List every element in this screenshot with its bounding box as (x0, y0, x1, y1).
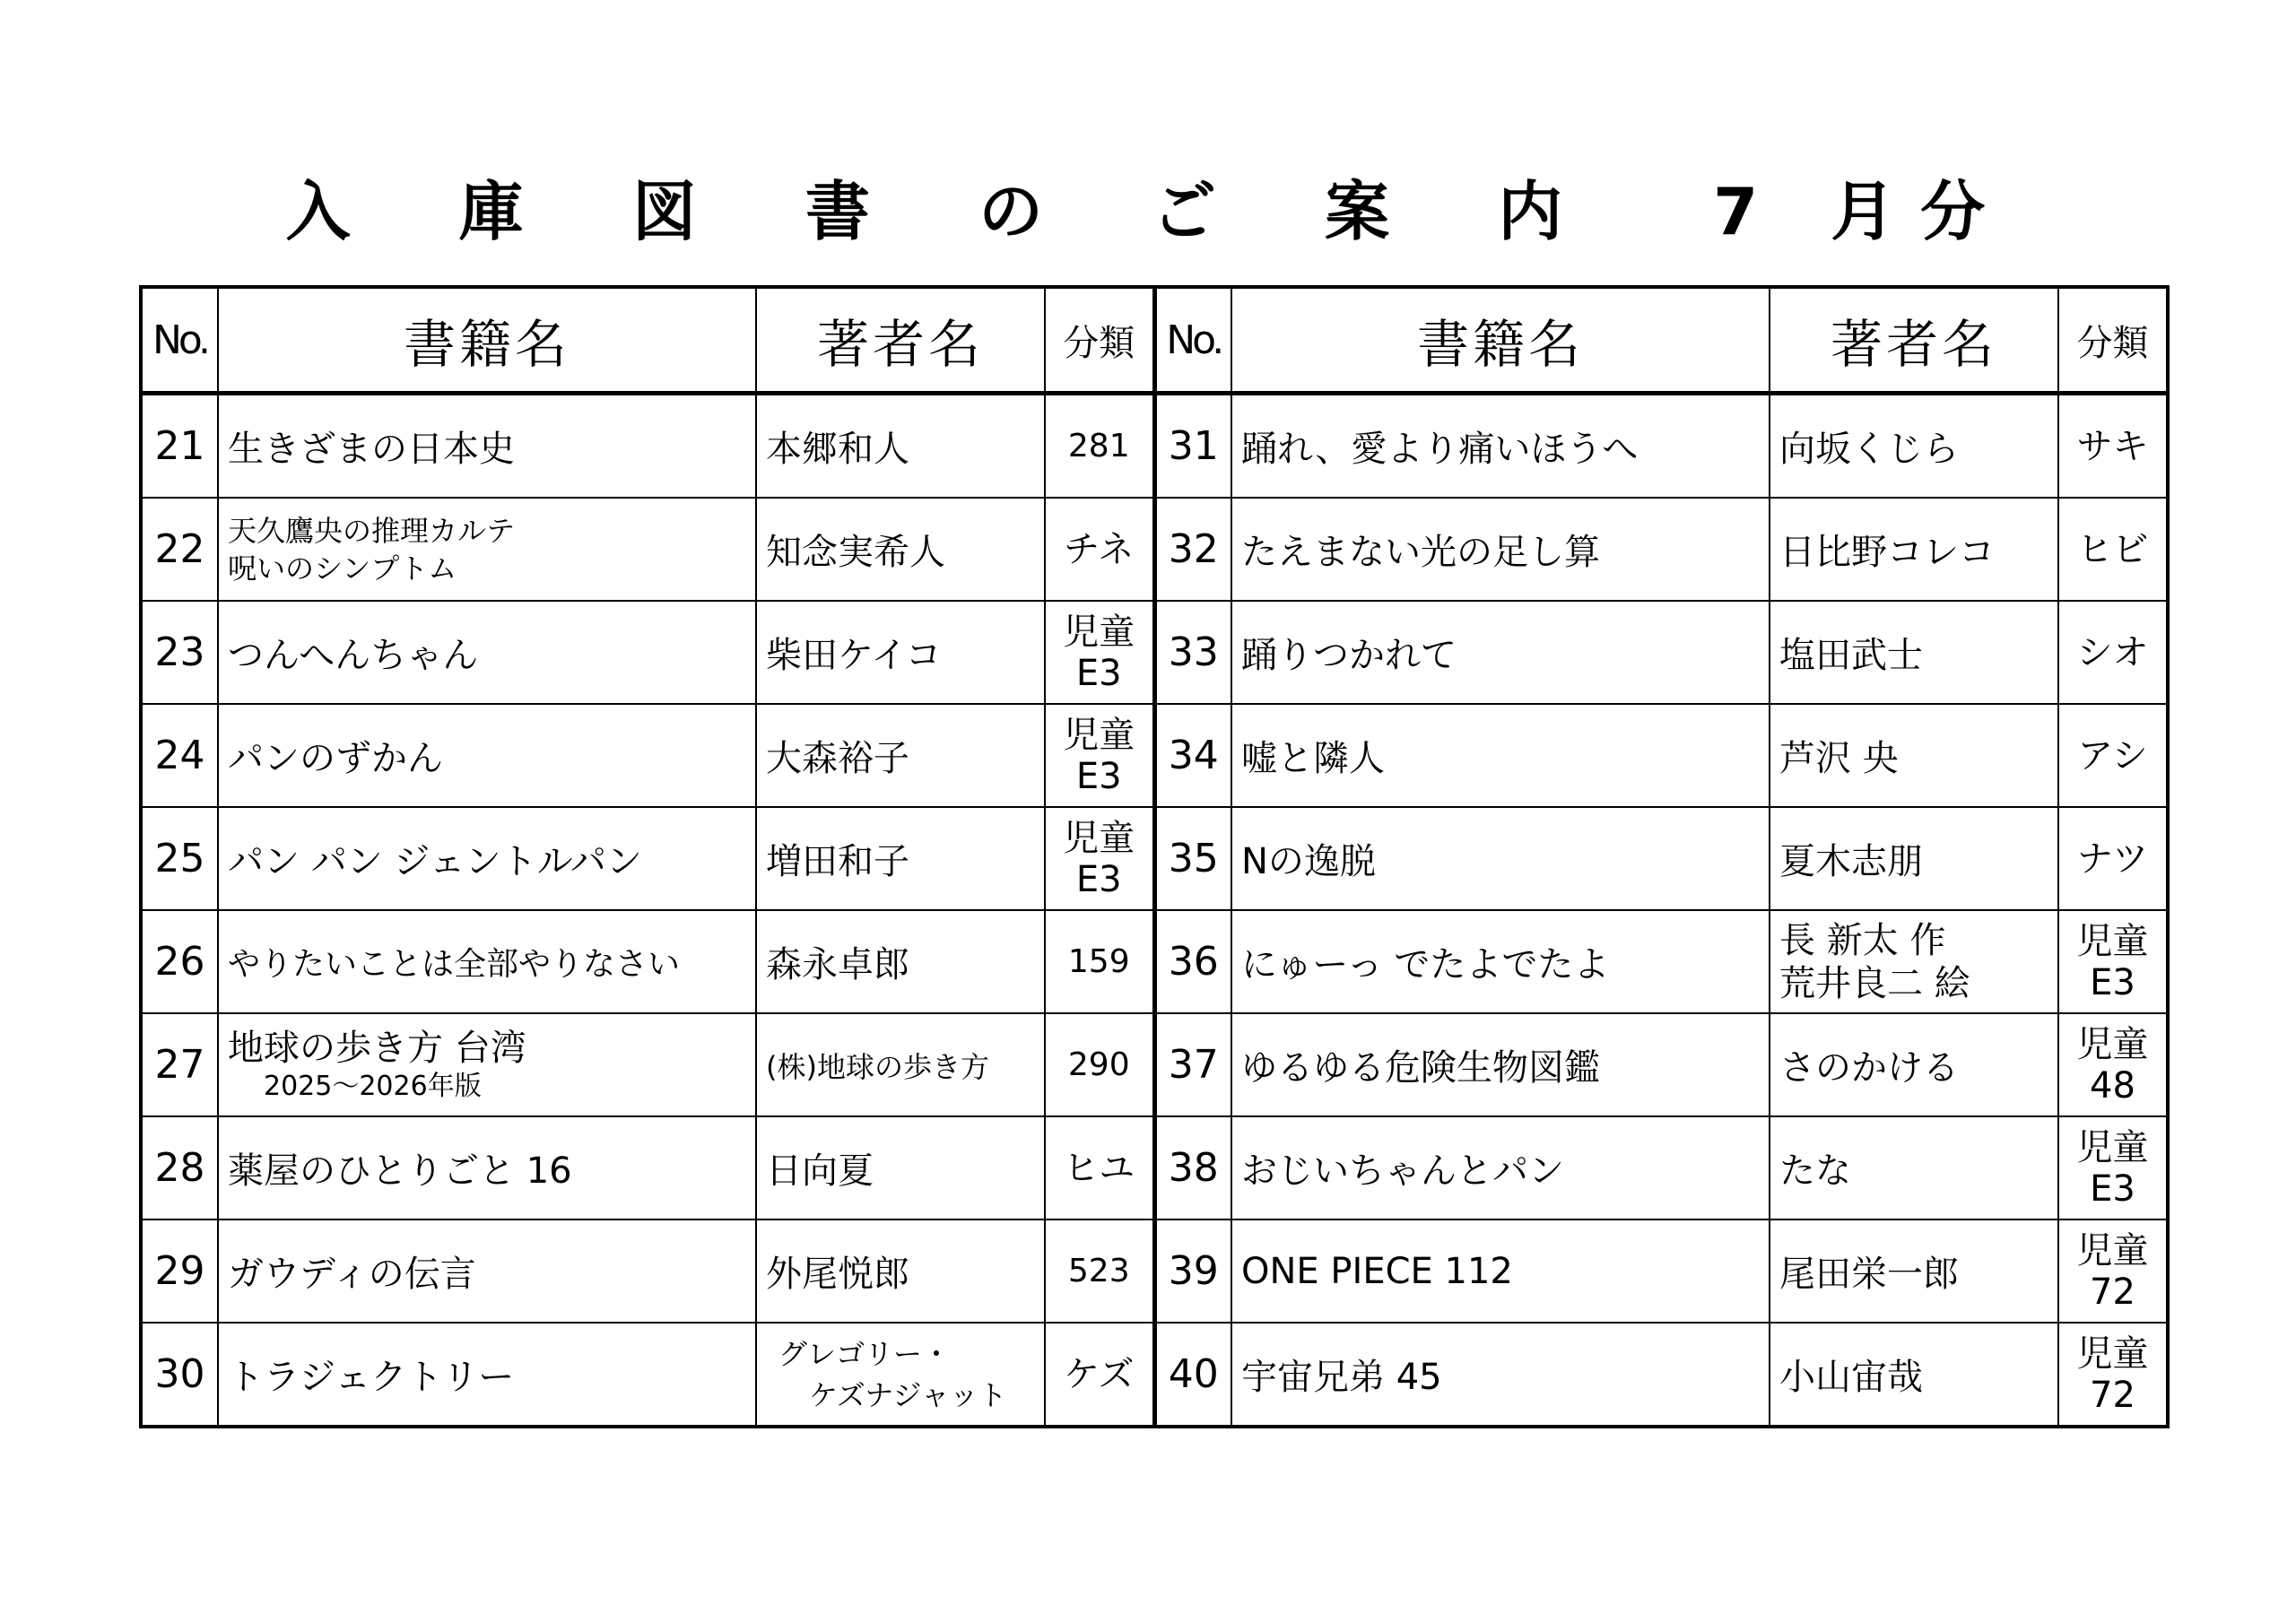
book-title: たえまない光の足し算 (1231, 498, 1770, 601)
book-author: 知念実希人 (756, 498, 1045, 601)
title-text: 入 庫 図 書 の ご 案 内 (285, 174, 1606, 249)
book-title: おじいちゃんとパン (1231, 1116, 1770, 1219)
book-number: 40 (1154, 1323, 1231, 1427)
book-author: 日向夏 (756, 1116, 1045, 1219)
book-author: 塩田武士 (1770, 601, 2058, 704)
book-title: にゅーっ でたよでたよ (1231, 910, 1770, 1013)
book-author: 小山宙哉 (1770, 1323, 2058, 1427)
book-class-line1: 児童 (1063, 714, 1135, 756)
book-class: チネ (1045, 498, 1154, 601)
book-author: 夏木志朋 (1770, 807, 2058, 910)
book-title-line2: 2025～2026年版 (264, 1070, 482, 1102)
book-class-line2: E3 (1075, 652, 1122, 694)
book-author: さのかける (1770, 1013, 2058, 1116)
book-class (2058, 1323, 2168, 1427)
book-author-line2: ケズナジャット (809, 1377, 1007, 1412)
table-row (141, 1013, 2168, 1116)
book-number: 25 (141, 807, 218, 910)
table-row (141, 601, 2168, 704)
book-class-line1: 児童 (2076, 1126, 2149, 1168)
book-title-line1: 天久鷹央の推理カルテ (228, 513, 516, 548)
book-class-line1: 児童 (2076, 920, 2149, 962)
page-title (0, 157, 2296, 256)
table-row (141, 910, 2168, 1013)
book-number: 30 (141, 1323, 218, 1427)
table-row (141, 1116, 2168, 1219)
book-class-line2: E3 (2090, 1167, 2135, 1210)
book-number: 21 (141, 394, 218, 499)
book-author (1770, 910, 2058, 1013)
book-class-line2: E3 (2090, 961, 2135, 1003)
book-class-line1: 児童 (2076, 1229, 2149, 1271)
book-class: ナツ (2058, 807, 2168, 910)
book-title: ゆるゆる危険生物図鑑 (1231, 1013, 1770, 1116)
book-title: 踊りつかれて (1231, 601, 1770, 704)
book-author: 向坂くじら (1770, 394, 2058, 499)
header-author: 著者名 (1770, 287, 2058, 394)
book-title-line1: 地球の歩き方 台湾 (228, 1027, 526, 1069)
book-title: パンのずかん (218, 704, 756, 807)
book-number: 37 (1154, 1013, 1231, 1116)
book-class (2058, 910, 2168, 1013)
header-class: 分類 (2058, 287, 2168, 394)
header-no: No. (1154, 287, 1231, 394)
book-author: 尾田栄一郎 (1770, 1219, 2058, 1323)
book-title: ONE PIECE 112 (1231, 1219, 1770, 1323)
book-number: 27 (141, 1013, 218, 1116)
header-title: 書籍名 (218, 287, 756, 394)
book-number: 22 (141, 498, 218, 601)
book-class: 281 (1045, 394, 1154, 499)
book-class-line1: 児童 (1063, 611, 1135, 653)
book-class-line2: E3 (1075, 755, 1122, 797)
book-number: 29 (141, 1219, 218, 1323)
book-author: 森永卓郎 (756, 910, 1045, 1013)
book-title-line2: 呪いのシンプトム (228, 551, 457, 586)
book-table (139, 285, 2170, 1428)
book-number: 24 (141, 704, 218, 807)
book-class (2058, 1116, 2168, 1219)
book-number: 35 (1154, 807, 1231, 910)
table-row (141, 807, 2168, 910)
book-title: 踊れ、愛より痛いほうへ (1231, 394, 1770, 499)
book-class: サキ (2058, 394, 2168, 499)
book-number: 23 (141, 601, 218, 704)
book-title: やりたいことは全部やりなさい (218, 910, 756, 1013)
book-class-line1: 児童 (2076, 1332, 2149, 1375)
book-number: 32 (1154, 498, 1231, 601)
book-author: 芦沢 央 (1770, 704, 2058, 807)
book-class: 290 (1045, 1013, 1154, 1116)
book-class-line2: E3 (1075, 858, 1122, 900)
book-title: 嘘と隣人 (1231, 704, 1770, 807)
book-number: 26 (141, 910, 218, 1013)
book-number: 33 (1154, 601, 1231, 704)
book-title: 宇宙兄弟 45 (1231, 1323, 1770, 1427)
book-class-line1: 児童 (2076, 1023, 2149, 1065)
book-title: Nの逸脱 (1231, 807, 1770, 910)
book-title: 薬屋のひとりごと 16 (218, 1116, 756, 1219)
table-row (141, 1323, 2168, 1427)
book-author: たな (1770, 1116, 2058, 1219)
book-author: (株)地球の歩き方 (756, 1013, 1045, 1116)
header-class: 分類 (1045, 287, 1154, 394)
book-author: 大森裕子 (756, 704, 1045, 807)
book-class (2058, 1219, 2168, 1323)
book-number: 34 (1154, 704, 1231, 807)
book-author-line1: グレゴリー・ (778, 1336, 952, 1371)
book-class: ヒビ (2058, 498, 2168, 601)
book-class: アシ (2058, 704, 2168, 807)
book-author: 外尾悦郎 (756, 1219, 1045, 1323)
book-class (1045, 807, 1154, 910)
header-title: 書籍名 (1231, 287, 1770, 394)
table-row (141, 394, 2168, 499)
book-class: ケズ (1045, 1323, 1154, 1427)
book-author (756, 1323, 1045, 1427)
book-number: 31 (1154, 394, 1231, 499)
book-class (1045, 601, 1154, 704)
book-number: 38 (1154, 1116, 1231, 1219)
book-title: パン パン ジェントルパン (218, 807, 756, 910)
book-author: 日比野コレコ (1770, 498, 2058, 601)
book-class: ヒユ (1045, 1116, 1154, 1219)
header-no: No. (141, 287, 218, 394)
book-title: トラジェクトリー (218, 1323, 756, 1427)
book-number: 39 (1154, 1219, 1231, 1323)
book-title: つんへんちゃん (218, 601, 756, 704)
table-row (141, 704, 2168, 807)
book-title: 生きざまの日本史 (218, 394, 756, 499)
book-class-line2: 72 (2090, 1374, 2135, 1416)
book-author: 柴田ケイコ (756, 601, 1045, 704)
book-title: ガウディの伝言 (218, 1219, 756, 1323)
book-class-line2: 48 (2090, 1064, 2135, 1107)
book-class: 523 (1045, 1219, 1154, 1323)
table-row (141, 498, 2168, 601)
title-month: 7 月分 (1713, 174, 2011, 249)
book-author: 増田和子 (756, 807, 1045, 910)
book-number: 36 (1154, 910, 1231, 1013)
header-row (141, 287, 2168, 394)
book-author: 本郷和人 (756, 394, 1045, 499)
book-class (2058, 1013, 2168, 1116)
book-class-line2: 72 (2090, 1271, 2135, 1313)
book-author-line2: 荒井良二 絵 (1779, 962, 1970, 1004)
book-title (218, 1013, 756, 1116)
book-class: シオ (2058, 601, 2168, 704)
book-class (1045, 704, 1154, 807)
header-author: 著者名 (756, 287, 1045, 394)
book-author-line1: 長 新太 作 (1779, 919, 1946, 961)
book-title (218, 498, 756, 601)
book-class: 159 (1045, 910, 1154, 1013)
book-number: 28 (141, 1116, 218, 1219)
table-row (141, 1219, 2168, 1323)
book-class-line1: 児童 (1063, 817, 1135, 859)
